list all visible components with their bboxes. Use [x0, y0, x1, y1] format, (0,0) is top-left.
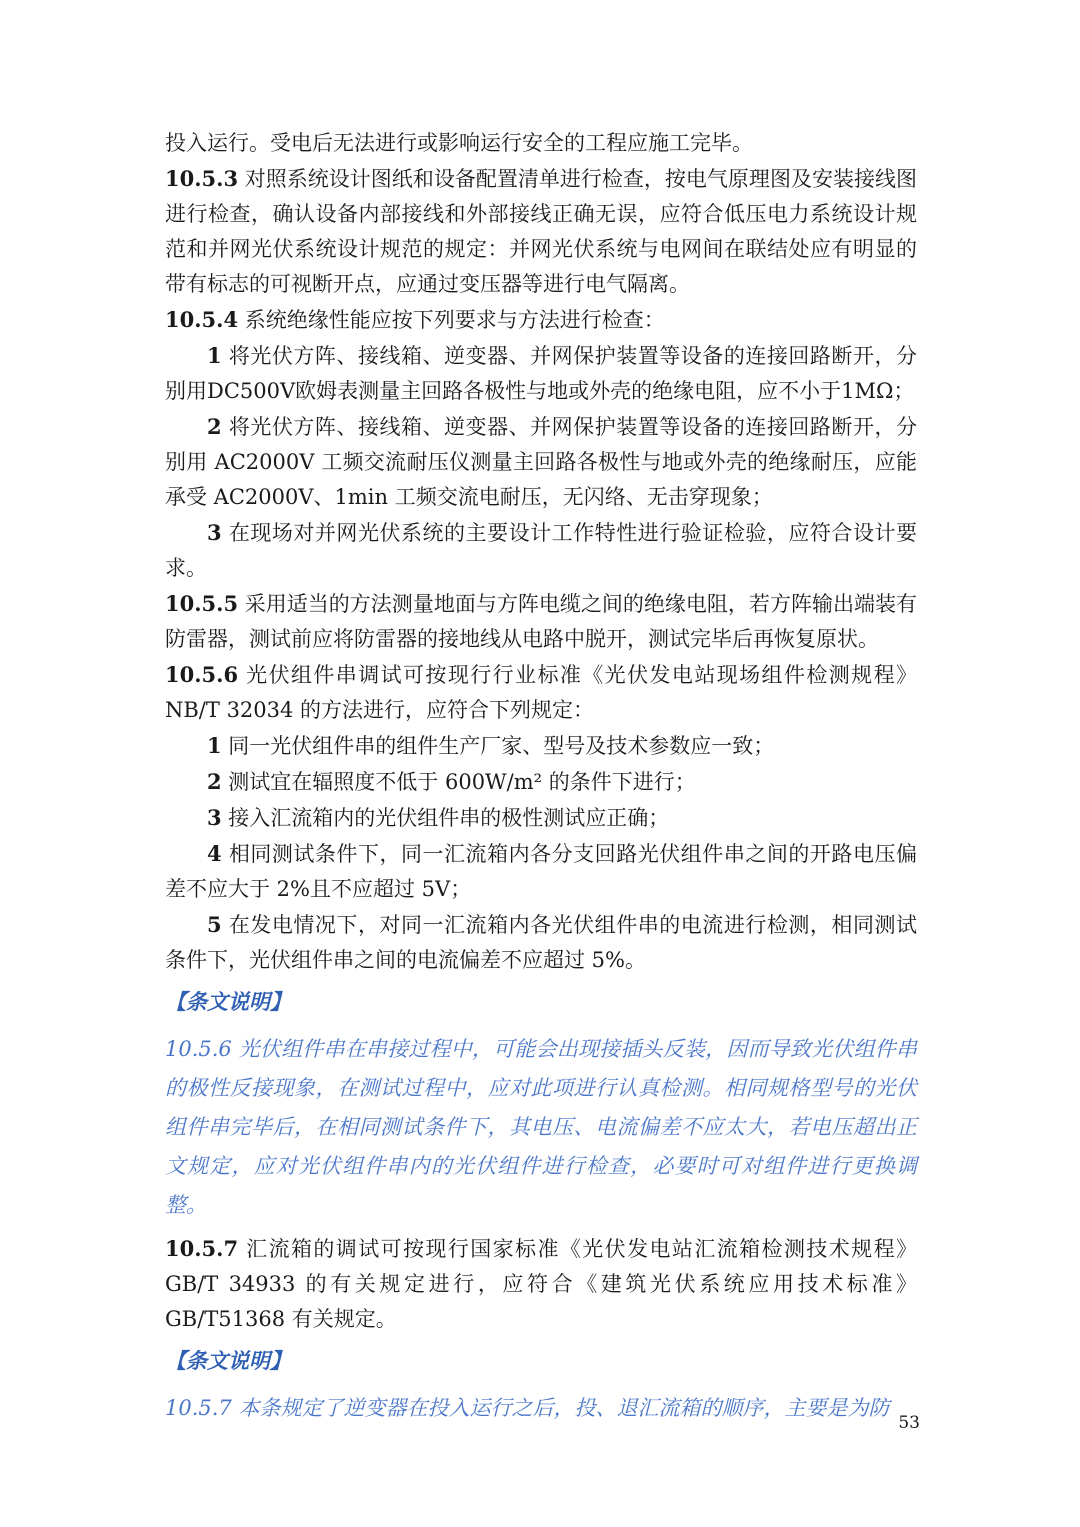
item-text: 接入汇流箱内的光伏组件串的极性测试应正确； — [221, 806, 670, 830]
item-text: 相同测试条件下，同一汇流箱内各分支回路光伏组件串之间的开路电压偏差不应大于 2%且不应超过 5V； — [165, 842, 917, 901]
clause-number: 10.5.5 — [165, 591, 239, 616]
clause-number: 10.5.3 — [165, 166, 239, 191]
item-number: 3 — [207, 805, 222, 830]
item-number: 2 — [207, 414, 222, 439]
item-text: 将光伏方阵、接线箱、逆变器、并网保护装置等设备的连接回路断开，分别用DC500V欧姆表测量主回路各极性与地或外壳的绝缘电阻，应不小于1MΩ； — [165, 344, 917, 403]
clause-text: 对照系统设计图纸和设备配置清单进行检查，按电气原理图及安装接线图进行检查，确认设备内部接线和外部接线正确无误，应符合低压电力系统设计规范和并网光伏系统设计规范的规定：并网光伏系统与电网间在联结处应有明显的带有标志的可视断开点，应通过变压器等进行电气隔离。 — [165, 167, 917, 296]
clause-explanation-heading: 【条文说明】 — [165, 1348, 291, 1373]
clause-text: 光伏组件串调试可按现行行业标准《光伏发电站现场组件检测规程》NB/T 32034 的方法进行，应符合下列规定： — [165, 663, 917, 722]
item-text: 在发电情况下，对同一汇流箱内各光伏组件串的电流进行检测，相同测试条件下，光伏组件串之间的电流偏差不应超过 5%。 — [165, 913, 917, 972]
clause-number: 10.5.6 — [165, 662, 239, 687]
clause-10-5-7 — [165, 1231, 917, 1337]
page-number: 53 — [898, 1413, 920, 1433]
item-number: 2 — [207, 769, 222, 794]
clause-10-5-3 — [165, 161, 917, 302]
list-item — [165, 728, 917, 764]
clause-explanation-heading: 【条文说明】 — [165, 989, 291, 1014]
clause-explanation-text: 10.5.6 光伏组件串在串接过程中，可能会出现接插头反装，因而导致光伏组件串的极性反接现象，在测试过程中，应对此项进行认真检测。相同规格型号的光伏组件串完毕后，在相同测试条件下，其电压、电流偏差不应太大，若电压超出正文规定，应对光伏组件串内的光伏组件进行检查，必要时可对组件进行更换调整。 — [165, 1037, 917, 1217]
clause-10-5-5 — [165, 586, 917, 657]
clause-text: 采用适当的方法测量地面与方阵电缆之间的绝缘电阻，若方阵输出端装有防雷器，测试前应将防雷器的接地线从电路中脱开，测试完毕后再恢复原状。 — [165, 592, 917, 651]
list-item — [165, 800, 917, 836]
clause-text: 系统绝缘性能应按下列要求与方法进行检查： — [238, 308, 665, 332]
list-item — [165, 409, 917, 515]
list-item — [165, 515, 917, 586]
item-number: 1 — [207, 343, 222, 368]
list-item — [165, 338, 917, 409]
clause-explanation-text: 10.5.7 本条规定了逆变器在投入运行之后，投、退汇流箱的顺序，主要是为防 — [165, 1396, 890, 1420]
item-text: 同一光伏组件串的组件生产厂家、型号及技术参数应一致； — [221, 734, 775, 758]
item-number: 1 — [207, 733, 222, 758]
item-number: 5 — [207, 912, 222, 937]
clause-number: 10.5.7 — [165, 1236, 239, 1261]
clause-number: 10.5.4 — [165, 307, 239, 332]
paragraph-continuation — [165, 126, 917, 161]
item-text: 将光伏方阵、接线箱、逆变器、并网保护装置等设备的连接回路断开，分别用 AC2000V 工频交流耐压仪测量主回路各极性与地或外壳的绝缘耐压，应能承受 AC2000V、1min 工频交流电耐压，无闪络、无击穿现象； — [165, 415, 917, 509]
page-content — [165, 126, 917, 1428]
list-item — [165, 764, 917, 800]
item-text: 测试宜在辐照度不低于 600W/m² 的条件下进行； — [221, 770, 696, 794]
clause-10-5-4 — [165, 302, 917, 338]
list-item — [165, 836, 917, 907]
list-item — [165, 907, 917, 978]
clause-10-5-6 — [165, 657, 917, 728]
paragraph-text: 投入运行。受电后无法进行或影响运行安全的工程应施工完毕。 — [165, 131, 753, 155]
item-number: 3 — [207, 520, 222, 545]
item-text: 在现场对并网光伏系统的主要设计工作特性进行验证检验，应符合设计要求。 — [165, 521, 917, 580]
item-number: 4 — [207, 841, 222, 866]
clause-text: 汇流箱的调试可按现行国家标准《光伏发电站汇流箱检测技术规程》GB/T 34933 的有关规定进行，应符合《建筑光伏系统应用技术标准》GB/T51368 有关规定。 — [165, 1237, 917, 1331]
